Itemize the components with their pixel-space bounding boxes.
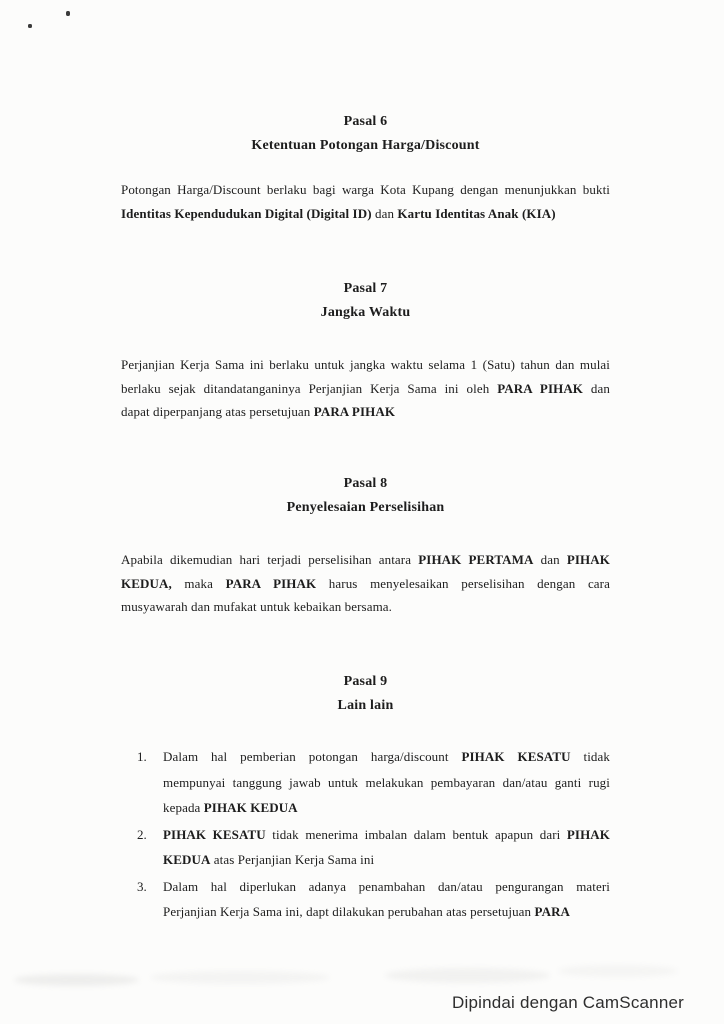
scan-artifact-smudge (558, 965, 678, 977)
pasal-paragraph: Apabila dikemudian hari terjadi perselisihan antara PIHAK PERTAMA dan PIHAK KEDUA, maka PARA PIHAK harus menyelesaikan perselisihan dengan cara musyawarah dan mufakat untuk kebaikan bersama. (121, 552, 610, 614)
pasal-title-heading: Penyelesaian Perselisihan (286, 500, 445, 515)
pasal-number-heading: Pasal 9 (343, 674, 388, 689)
list-item-number: 2. (137, 826, 147, 842)
pasal-title-heading: Lain lain (337, 698, 394, 713)
list-item (137, 744, 610, 821)
list-item-text: Dalam hal pemberian potongan harga/discount PIHAK KESATU tidak mempunyai tanggung jawab untuk melakukan pembayaran dan/atau ganti rugi kepada PIHAK KEDUA (163, 749, 610, 815)
pasal-paragraph: Potongan Harga/Discount berlaku bagi warga Kota Kupang dengan menunjukkan bukti Identitas Kependudukan Digital (Digital ID) dan Kartu Identitas Anak (KIA) (121, 182, 610, 221)
list-item-text: Dalam hal diperlukan adanya penambahan dan/atau pengurangan materi Perjanjian Kerja Sama ini, dapt dilakukan perubahan atas persetujuan PARA (163, 878, 610, 919)
list-item-text: PIHAK KESATU tidak menerima imbalan dalam bentuk apapun dari PIHAK KEDUA atas Perjanjian Kerja Sama ini (163, 826, 611, 867)
scan-artifact-smudge (14, 974, 139, 986)
pasal-number-heading: Pasal 6 (343, 114, 388, 129)
section-pasal-6 (121, 110, 610, 225)
list-item (137, 874, 610, 925)
lain-lain-list (121, 744, 610, 925)
list-item-number: 3. (137, 878, 147, 894)
pasal-title-heading: Ketentuan Potongan Harga/Discount (251, 138, 480, 153)
scan-artifact-speck (66, 11, 70, 16)
list-item-number: 1. (137, 749, 147, 764)
camscanner-watermark: Dipindai dengan CamScanner (452, 993, 685, 1012)
section-pasal-8 (121, 472, 610, 619)
pasal-title-heading: Jangka Waktu (320, 305, 411, 320)
scan-artifact-speck (28, 24, 32, 28)
scan-artifact-smudge (385, 968, 550, 983)
section-pasal-9 (121, 670, 610, 926)
scan-artifact-smudge (150, 971, 330, 984)
list-item (137, 822, 610, 873)
pasal-number-heading: Pasal 8 (343, 476, 388, 491)
pasal-paragraph: Perjanjian Kerja Sama ini berlaku untuk jangka waktu selama 1 (Satu) tahun dan mulai berlaku sejak ditandatanganinya Perjanjian Kerja Sama ini oleh PARA PIHAK dan dapat diperpanjang atas persetujuan PARA PIHAK (121, 357, 610, 419)
section-pasal-7 (121, 277, 610, 424)
pasal-number-heading: Pasal 7 (343, 281, 388, 296)
